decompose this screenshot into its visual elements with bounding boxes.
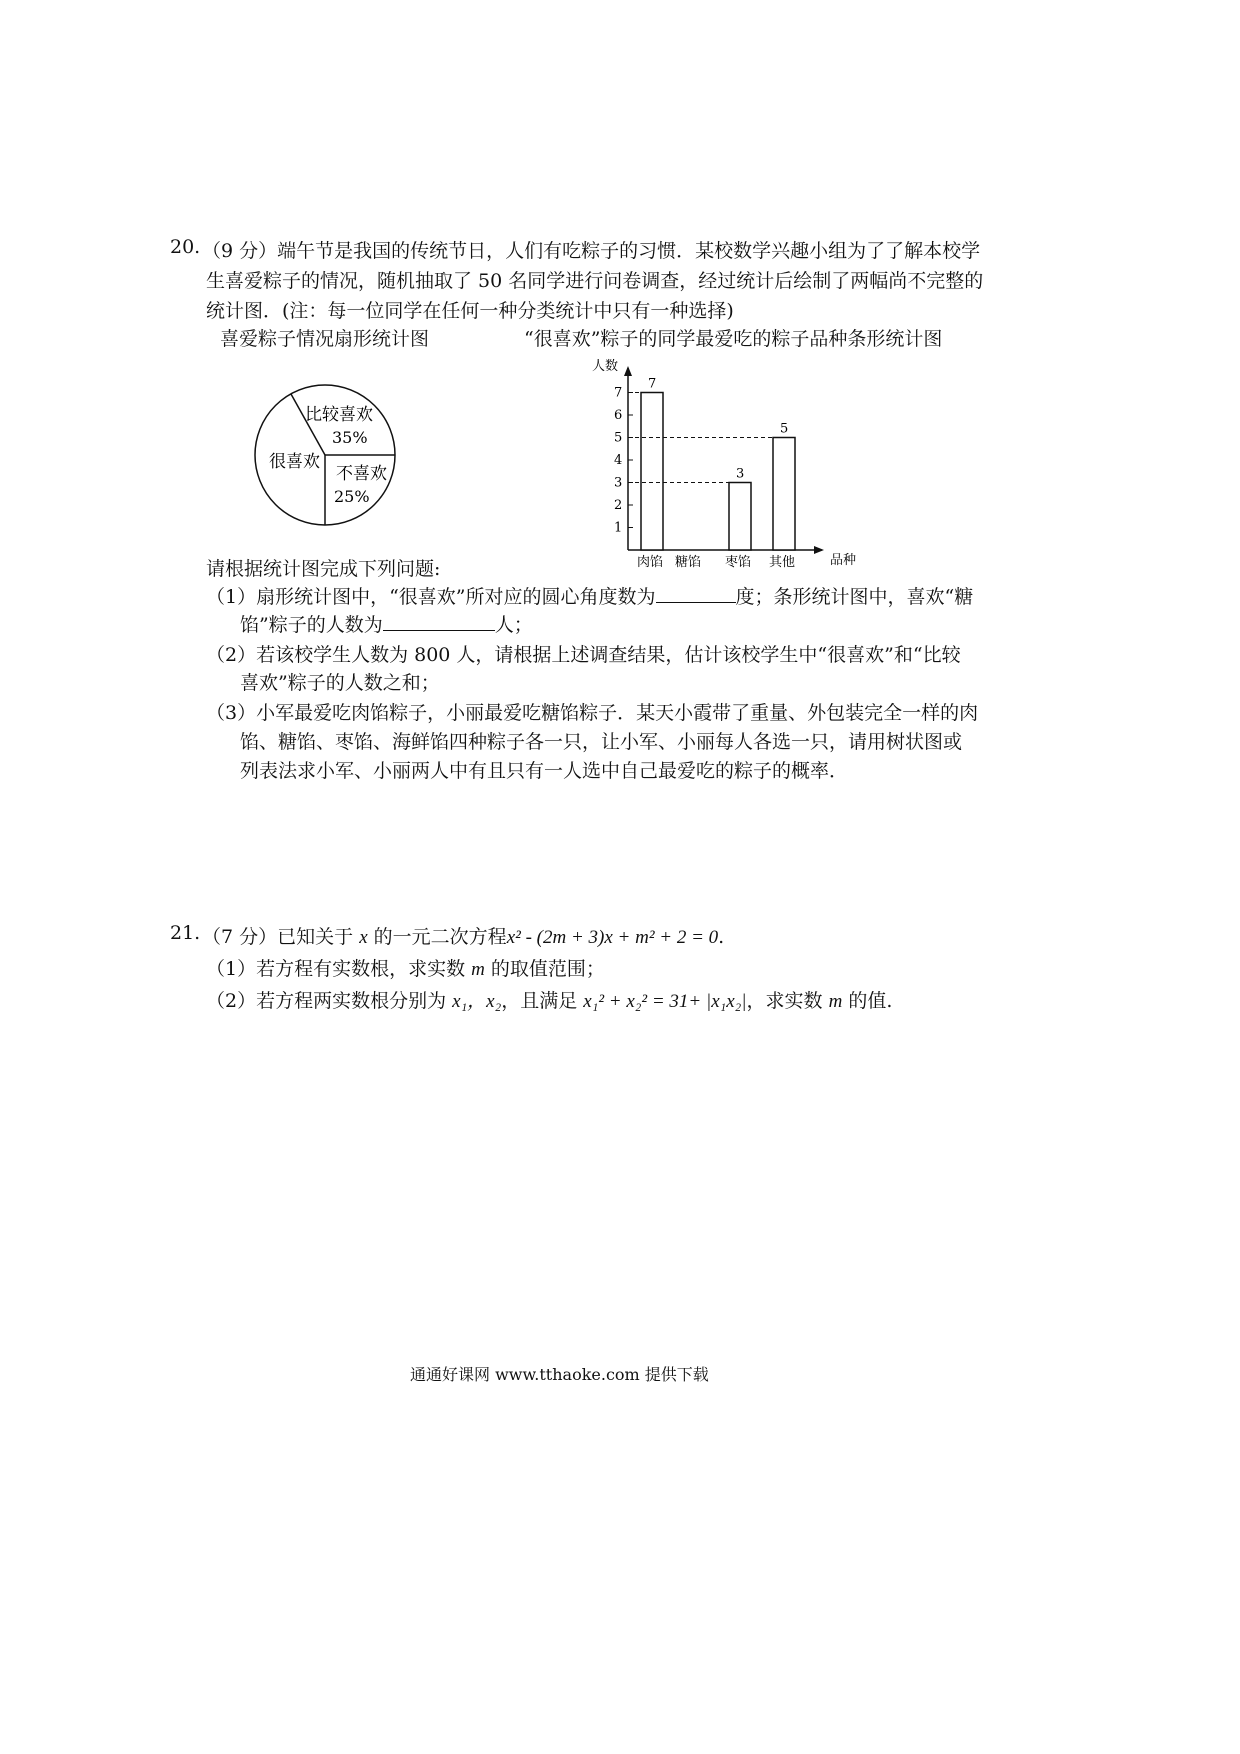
bar <box>641 393 663 551</box>
bar <box>773 438 795 551</box>
answer-blank-angle[interactable] <box>656 584 736 603</box>
bar-data-label: 3 <box>736 466 745 482</box>
y-axis-arrow <box>624 366 632 376</box>
q20-part1-text-a: （1）扇形统计图中，“很喜欢”所对应的圆心角度数为 <box>206 586 656 608</box>
x-tick-label: 肉馅 <box>637 555 664 570</box>
x-tick-label: 枣馅 <box>725 555 752 570</box>
pie-chart <box>250 380 410 540</box>
q21-part1-m: m <box>471 959 485 980</box>
q21-part2-condition: x₁² + x₂² = 31+ |x₁x₂| <box>583 991 747 1012</box>
q21-part2-roots: x₁，x₂ <box>452 991 502 1012</box>
q20-part1-text-b: 度；条形统计图中，喜欢“糖 <box>735 586 974 608</box>
bar-chart-caption: “很喜欢”粽子的同学最爱吃的粽子品种条形统计图 <box>524 328 943 350</box>
q21-intro-text: （7 分）已知关于 <box>202 926 354 948</box>
q21-part2-m: m <box>828 991 843 1012</box>
q20-part1-line2 <box>240 610 533 637</box>
q21-part2-text-d: 的值. <box>848 990 893 1012</box>
y-tick-label: 6 <box>614 408 623 423</box>
pie-value-buxihuan: 25% <box>334 487 370 506</box>
x-axis-label: 品种 <box>830 553 857 568</box>
q21-intro-mid: 的一元二次方程 <box>373 926 507 948</box>
q20-line-2: 生喜爱粽子的情况，随机抽取了 50 名同学进行问卷调查，经过统计后绘制了两幅尚不完整的 <box>206 270 984 292</box>
q20-number: 20. <box>170 236 201 258</box>
answer-blank-count[interactable] <box>383 612 495 631</box>
x-axis-arrow <box>814 546 824 554</box>
y-tick-label: 4 <box>614 453 623 468</box>
pie-chart-caption: 喜爱粽子情况扇形统计图 <box>220 328 430 350</box>
q20-instruction: 请根据统计图完成下列问题: <box>206 558 441 580</box>
pie-label-henxihuan: 很喜欢 <box>269 452 320 472</box>
q21-period: . <box>718 926 725 948</box>
pie-label-bijiao: 比较喜欢 <box>305 405 373 425</box>
y-tick-label: 2 <box>614 498 623 513</box>
q21-part2-text-c: ，求实数 <box>746 990 823 1012</box>
y-tick-label: 3 <box>614 475 623 491</box>
y-tick-label: 7 <box>614 385 623 401</box>
q21-part1-text-a: （1）若方程有实数根，求实数 <box>206 958 466 980</box>
q20-part1-line1 <box>206 582 973 609</box>
y-tick-label: 1 <box>614 520 623 536</box>
y-axis-label: 人数 <box>592 359 619 374</box>
q21-part1 <box>206 954 605 981</box>
y-tick-label: 5 <box>614 430 623 446</box>
q21-equation: x² - (2m + 3)x + m² + 2 = 0 <box>506 927 719 948</box>
q21-number: 21. <box>170 922 201 944</box>
pie-value-bijiao: 35% <box>332 428 368 447</box>
bar-chart <box>560 350 960 590</box>
q20-part1-text-d: 人； <box>494 614 533 636</box>
q21-part2-text-a: （2）若方程两实数根分别为 <box>206 990 447 1012</box>
pie-label-buxihuan: 不喜欢 <box>336 464 387 484</box>
q20-part3-line1: （3）小军最爱吃肉馅粽子，小丽最爱吃糖馅粽子．某天小霞带了重量、外包装完全一样的肉 <box>206 702 979 724</box>
q21-part1-text-b: 的取值范围； <box>490 958 605 980</box>
q20-part2-line1: （2）若该校学生人数为 800 人，请根据上述调查结果，估计该校学生中“很喜欢”和“比较 <box>206 644 961 666</box>
x-tick-label: 其他 <box>769 555 796 570</box>
bar-data-label: 5 <box>780 421 789 437</box>
q21-part2 <box>206 986 892 1013</box>
q21-part2-text-b: ，且满足 <box>501 990 578 1012</box>
q21-variable-x: x <box>359 927 368 948</box>
x-tick-label: 糖馅 <box>675 555 702 570</box>
bar-data-label: 7 <box>648 376 657 392</box>
bar <box>729 483 751 551</box>
q20-line-1: （9 分）端午节是我国的传统节日，人们有吃粽子的习惯．某校数学兴趣小组为了了解本校学 <box>202 240 981 262</box>
q20-part2-line2: 喜欢”粽子的人数之和； <box>240 672 440 694</box>
q20-part3-line2: 馅、糖馅、枣馅、海鲜馅四种粽子各一只，让小军、小丽每人各选一只，请用树状图或 <box>240 731 963 753</box>
q20-part3-line3: 列表法求小军、小丽两人中有且只有一人选中自己最爱吃的粽子的概率． <box>240 760 849 782</box>
q20-line-3: 统计图．(注：每一位同学在任何一种分类统计中只有一种选择) <box>206 300 734 322</box>
q20-part1-text-c: 馅”粽子的人数为 <box>240 614 383 636</box>
page-footer: 通通好课网 www.tthaoke.com 提供下载 <box>410 1365 709 1384</box>
q21-intro <box>202 922 724 949</box>
